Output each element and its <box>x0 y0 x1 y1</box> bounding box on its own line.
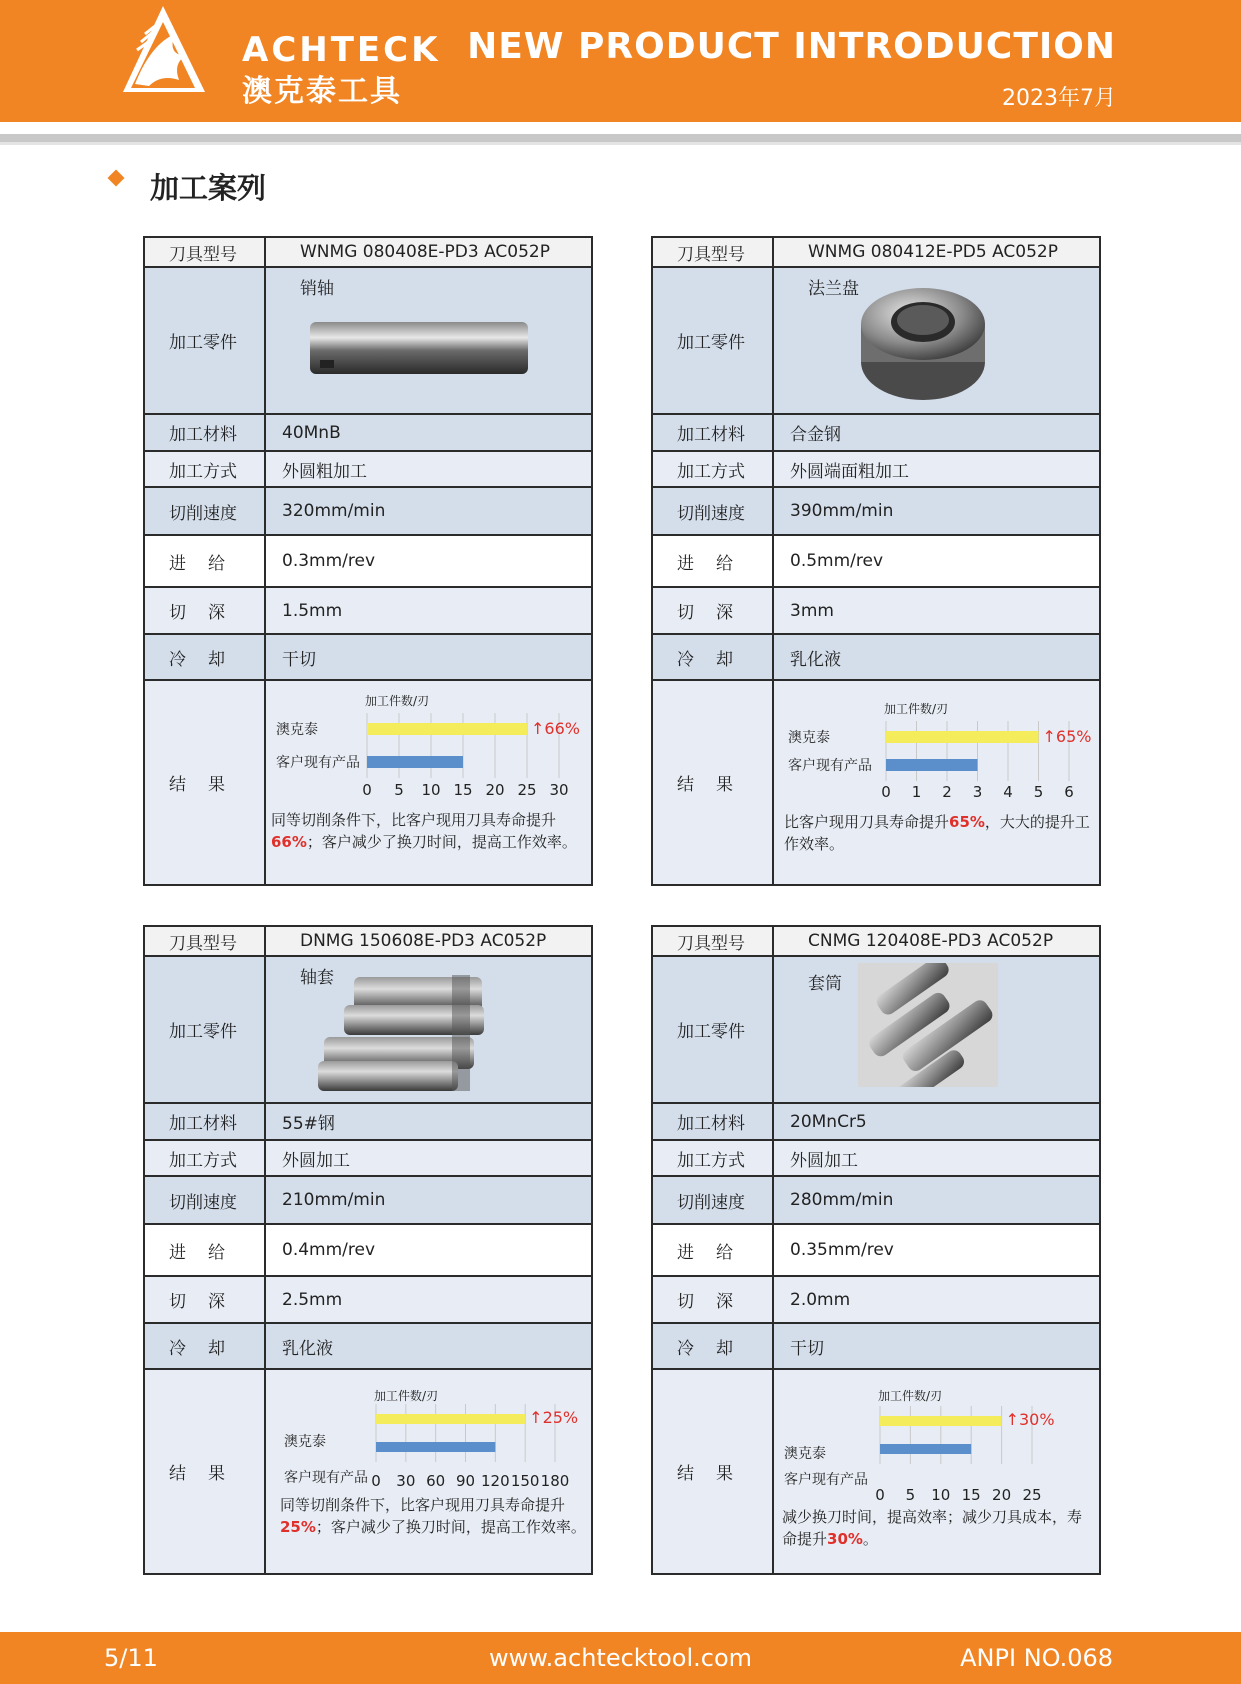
result-percent: 30% <box>827 1530 863 1548</box>
part-cell <box>774 957 1099 1102</box>
tick-label: 150 <box>510 1472 540 1490</box>
section-bullet-icon <box>108 170 125 187</box>
label-feed: 进给 <box>653 536 774 586</box>
category-label: 澳克泰 <box>788 730 830 746</box>
label-tool-model: 刀具型号 <box>145 238 266 266</box>
label-material: 加工材料 <box>145 415 266 450</box>
method-value: 外圆加工 <box>282 1150 350 1171</box>
tick-label: 30 <box>396 1472 416 1490</box>
tick-label: 10 <box>931 1486 951 1504</box>
page-footer <box>0 1632 1241 1684</box>
label-method: 加工方式 <box>145 1141 266 1175</box>
depth-value: 2.5mm <box>282 1289 343 1310</box>
feed-value: 0.35mm/rev <box>790 1240 894 1260</box>
feed-value: 0.4mm/rev <box>282 1240 376 1260</box>
customer-bar <box>886 759 978 771</box>
result-summary-text: 同等切削条件下，比客户现用刀具寿命提升 <box>271 811 557 829</box>
customer-bar <box>880 1444 971 1454</box>
label-coolant: 冷却 <box>145 635 266 679</box>
tick-label: 180 <box>540 1472 570 1490</box>
document-title: NEW PRODUCT INTRODUCTION <box>467 26 1116 67</box>
result-summary-text: 比客户现用刀具寿命提升 <box>784 813 950 831</box>
material-value: 合金钢 <box>790 425 841 445</box>
category-label: 澳克泰 <box>276 722 318 738</box>
result-chart <box>268 1384 588 1490</box>
label-part: 加工零件 <box>145 957 266 1102</box>
tick-label: 5 <box>1033 783 1044 801</box>
label-material: 加工材料 <box>145 1104 266 1139</box>
depth-value: 2.0mm <box>790 1289 851 1310</box>
label-tool-model: 刀具型号 <box>653 238 774 266</box>
tick-label: 5 <box>394 781 404 799</box>
label-method: 加工方式 <box>145 452 266 486</box>
part-name: 套筒 <box>808 974 842 994</box>
shaft-sleeve-image <box>314 971 490 1095</box>
label-coolant: 冷却 <box>145 1324 266 1368</box>
part-name: 法兰盘 <box>808 279 859 299</box>
result-summary-text: 减少换刀时间，提高效率；减少刀具成本，寿命提升 <box>782 1508 1083 1548</box>
label-material: 加工材料 <box>653 1104 774 1139</box>
method-value: 外圆端面粗加工 <box>790 461 909 482</box>
page-number: 5/11 <box>104 1644 158 1672</box>
coolant-value: 干切 <box>790 1338 824 1359</box>
speed-value: 280mm/min <box>790 1190 894 1210</box>
tick-label: 2 <box>942 783 952 801</box>
label-feed: 进给 <box>145 536 266 586</box>
category-label: 客户现有产品 <box>276 755 360 771</box>
customer-bar <box>376 1442 495 1452</box>
label-feed: 进给 <box>145 1225 266 1275</box>
speed-value: 320mm/min <box>282 501 386 521</box>
tick-label: 0 <box>881 783 891 801</box>
document-number: ANPI NO.068 <box>960 1644 1113 1672</box>
tick-label: 1 <box>911 783 922 801</box>
part-cell <box>266 268 591 413</box>
material-value: 55#钢 <box>282 1114 335 1134</box>
increase-annotation: ↑25% <box>529 1408 579 1427</box>
result-chart <box>776 693 1096 803</box>
label-result: 结果 <box>653 681 774 884</box>
tool-model-value: WNMG 080408E-PD3 AC052P <box>300 242 551 262</box>
part-cell <box>266 957 591 1102</box>
tick-label: 0 <box>875 1486 885 1504</box>
section-title: 加工案列 <box>150 171 267 205</box>
website-link[interactable]: www.achtecktool.com <box>488 1644 753 1672</box>
label-depth: 切深 <box>653 588 774 633</box>
label-tool-model: 刀具型号 <box>145 927 266 955</box>
label-speed: 切削速度 <box>145 1177 266 1223</box>
material-value: 20MnCr5 <box>790 1111 867 1132</box>
tick-label: 3 <box>972 783 983 801</box>
coolant-value: 干切 <box>282 649 316 670</box>
tick-label: 20 <box>992 1486 1012 1504</box>
brand-name-cn: 澳克泰工具 <box>242 74 402 109</box>
part-name: 销轴 <box>300 279 334 299</box>
customer-bar <box>367 756 463 768</box>
page-header <box>0 0 1241 122</box>
label-method: 加工方式 <box>653 1141 774 1175</box>
case-card-1 <box>143 236 593 886</box>
part-name: 轴套 <box>300 968 334 988</box>
speed-value: 210mm/min <box>282 1190 386 1210</box>
label-speed: 切削速度 <box>653 488 774 534</box>
increase-annotation: ↑30% <box>1005 1410 1055 1429</box>
flange-image <box>858 284 988 404</box>
label-part: 加工零件 <box>145 268 266 413</box>
label-result: 结果 <box>145 681 266 884</box>
part-cell <box>774 268 1099 413</box>
tick-label: 60 <box>426 1472 446 1490</box>
result-summary-text: 同等切削条件下，比客户现用刀具寿命提升 <box>280 1496 566 1514</box>
feed-value: 0.5mm/rev <box>790 551 884 571</box>
method-value: 外圆粗加工 <box>282 461 367 482</box>
case-card-3 <box>143 925 593 1575</box>
result-percent: 65% <box>949 813 985 831</box>
tick-label: 20 <box>485 781 505 799</box>
label-tool-model: 刀具型号 <box>653 927 774 955</box>
category-label: 澳克泰 <box>284 1434 326 1450</box>
method-value: 外圆加工 <box>790 1150 858 1171</box>
achteck-bar <box>880 1416 1002 1426</box>
header-divider-shadow <box>0 142 1241 145</box>
result-chart <box>776 1384 1096 1504</box>
result-percent: 25% <box>280 1518 316 1536</box>
depth-value: 1.5mm <box>282 600 343 621</box>
coolant-value: 乳化液 <box>790 649 841 670</box>
tick-label: 4 <box>1003 783 1013 801</box>
case-card-2 <box>651 236 1101 886</box>
label-method: 加工方式 <box>653 452 774 486</box>
label-part: 加工零件 <box>653 957 774 1102</box>
tool-model-value: WNMG 080412E-PD5 AC052P <box>808 242 1059 262</box>
result-summary-tail: 。 <box>862 1530 878 1548</box>
category-label: 澳克泰 <box>784 1446 826 1462</box>
chart-title: 加工件数/刃 <box>884 702 949 716</box>
tick-label: 6 <box>1064 783 1074 801</box>
result-chart <box>268 687 588 803</box>
tool-model-value: DNMG 150608E-PD3 AC052P <box>300 931 547 951</box>
achteck-bar <box>376 1414 525 1424</box>
result-percent: 66% <box>271 833 307 851</box>
label-coolant: 冷却 <box>653 1324 774 1368</box>
result-summary <box>280 1494 590 1538</box>
header-divider <box>0 134 1241 142</box>
tick-label: 0 <box>362 781 372 799</box>
tick-label: 15 <box>961 1486 981 1504</box>
label-material: 加工材料 <box>653 415 774 450</box>
label-speed: 切削速度 <box>145 488 266 534</box>
material-value: 40MnB <box>282 422 341 443</box>
pin-shaft-image <box>306 316 532 380</box>
label-speed: 切削速度 <box>653 1177 774 1223</box>
result-summary-tail: ；客户减少了换刀时间，提高工作效率。 <box>315 1518 586 1536</box>
coolant-value: 乳化液 <box>282 1338 333 1359</box>
tick-label: 10 <box>421 781 441 799</box>
result-cell <box>774 1370 1099 1573</box>
label-depth: 切深 <box>145 1277 266 1322</box>
tick-label: 30 <box>549 781 569 799</box>
tick-label: 5 <box>905 1486 916 1504</box>
increase-annotation: ↑66% <box>531 719 580 738</box>
brand-name-en: ACHTECK <box>242 30 441 70</box>
chart-title: 加工件数/刃 <box>365 694 430 708</box>
label-depth: 切深 <box>653 1277 774 1322</box>
result-summary-tail: ；客户减少了换刀时间，提高工作效率。 <box>306 833 577 851</box>
category-label: 客户现有产品 <box>784 1472 868 1488</box>
sleeve-parts-image <box>858 963 998 1087</box>
achteck-logo-icon <box>115 4 215 100</box>
label-result: 结果 <box>653 1370 774 1573</box>
case-card-4 <box>651 925 1101 1575</box>
result-cell <box>266 1370 591 1573</box>
tick-label: 120 <box>481 1472 510 1490</box>
tool-model-value: CNMG 120408E-PD3 AC052P <box>808 931 1054 951</box>
result-summary <box>784 811 1094 855</box>
feed-value: 0.3mm/rev <box>282 551 376 571</box>
document-date: 2023年7月 <box>1002 86 1116 111</box>
result-summary <box>782 1506 1094 1550</box>
tick-label: 90 <box>455 1472 476 1490</box>
chart-title: 加工件数/刃 <box>374 1389 439 1403</box>
label-part: 加工零件 <box>653 268 774 413</box>
label-feed: 进给 <box>653 1225 774 1275</box>
achteck-bar <box>367 723 527 735</box>
chart-title: 加工件数/刃 <box>878 1389 943 1403</box>
achteck-bar <box>886 731 1039 743</box>
label-coolant: 冷却 <box>653 635 774 679</box>
depth-value: 3mm <box>790 600 834 621</box>
tick-label: 15 <box>453 781 473 799</box>
tick-label: 0 <box>371 1472 381 1490</box>
category-label: 客户现有产品 <box>788 758 872 774</box>
speed-value: 390mm/min <box>790 501 894 521</box>
label-result: 结果 <box>145 1370 266 1573</box>
result-cell <box>266 681 591 884</box>
category-label: 客户现有产品 <box>284 1470 368 1486</box>
increase-annotation: ↑65% <box>1042 727 1092 746</box>
tick-label: 25 <box>1022 1486 1042 1504</box>
result-summary-tail: ，大大的提升工作效率。 <box>784 813 1090 853</box>
result-summary <box>271 809 591 853</box>
label-depth: 切深 <box>145 588 266 633</box>
tick-label: 25 <box>517 781 537 799</box>
result-cell <box>774 681 1099 884</box>
